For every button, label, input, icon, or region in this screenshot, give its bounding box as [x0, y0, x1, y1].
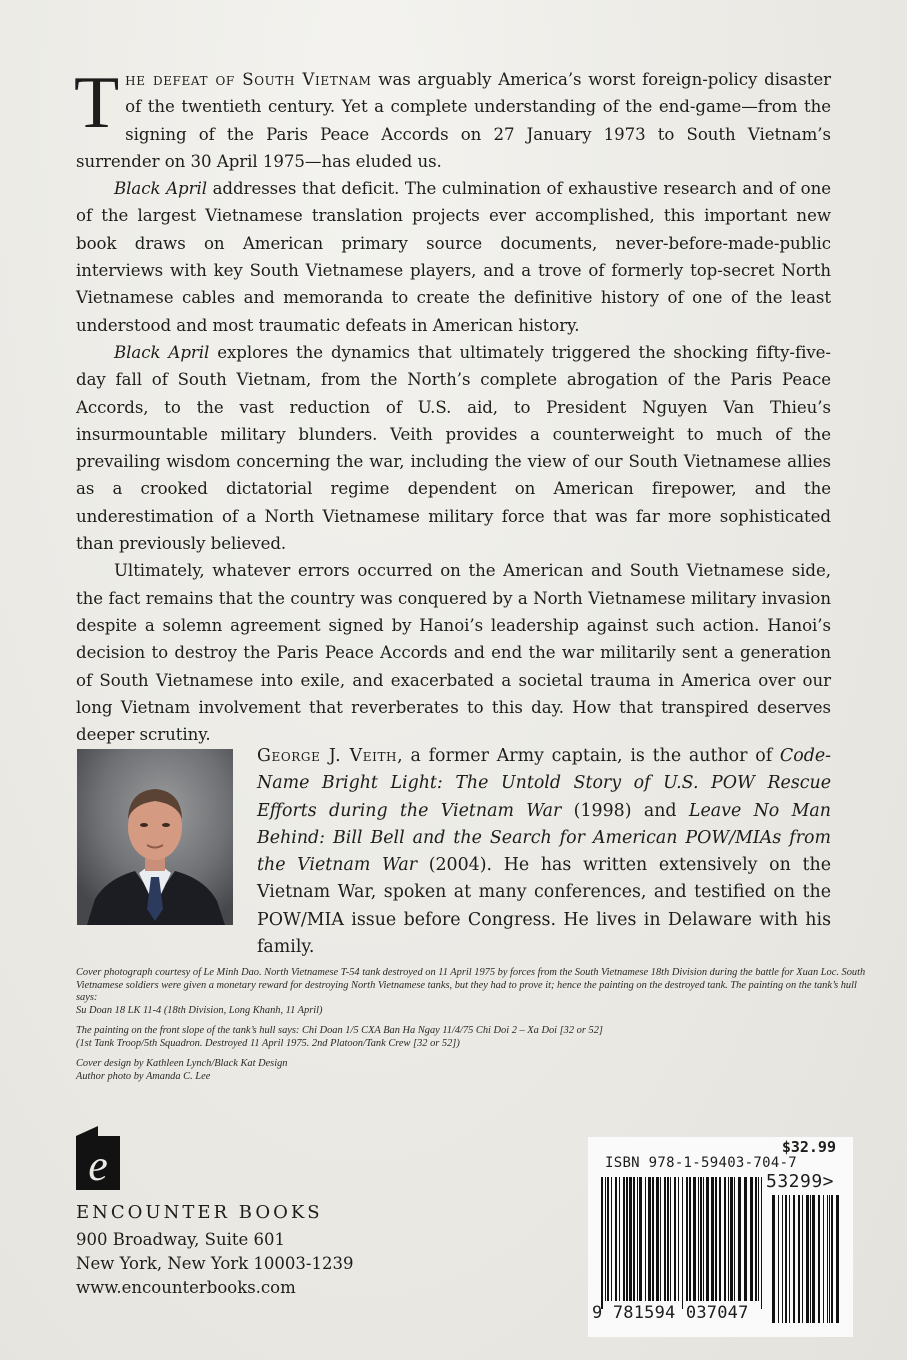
hull-inscription: Su Doan 18 LK 11-4 (18th Division, Long Khanh, 11 April) — [76, 1004, 323, 1016]
slope-caption — [76, 1025, 866, 1050]
barcode-bar — [806, 1195, 809, 1323]
barcode-bar — [693, 1177, 696, 1301]
barcode-bar — [785, 1195, 787, 1323]
bio-text-1: , a former Army captain, is the author of — [397, 746, 780, 766]
barcode-bar — [686, 1177, 688, 1301]
barcode-bar — [793, 1195, 795, 1323]
author-bio — [257, 743, 831, 961]
book-description — [74, 62, 831, 748]
barcode-bar — [689, 1177, 691, 1301]
barcode-bar — [652, 1177, 654, 1301]
isbn-number: ISBN 978-1-59403-704-7 — [605, 1155, 798, 1171]
price-label: $32.99 — [781, 1138, 836, 1156]
book-title: Black April — [114, 179, 207, 199]
photo-caption — [76, 967, 866, 1017]
publisher-website: www.encounterbooks.com — [76, 1278, 296, 1297]
price-addon-code: 53299> — [766, 1171, 835, 1192]
barcode-bar — [703, 1177, 704, 1301]
barcode-bar — [802, 1195, 803, 1323]
author-bio-paragraph — [257, 743, 831, 961]
barcode-bar — [664, 1177, 666, 1301]
barcode-bar — [667, 1177, 669, 1301]
barcode-bar — [719, 1177, 721, 1301]
barcode-bar — [601, 1177, 603, 1309]
barcode-bar — [782, 1195, 783, 1323]
barcode-bar — [670, 1177, 671, 1301]
isbn-barcode — [588, 1137, 853, 1337]
barcode-bar — [682, 1177, 683, 1309]
barcode-bar — [623, 1177, 625, 1301]
barcode-bar — [772, 1195, 775, 1323]
barcode-bar — [629, 1177, 632, 1301]
author-portrait-illustration — [77, 749, 233, 925]
barcode-bar — [789, 1195, 790, 1323]
barcode-bar — [715, 1177, 717, 1301]
barcode-bar — [711, 1177, 714, 1301]
barcode-digits — [592, 1303, 766, 1323]
barcode-bar — [823, 1195, 824, 1323]
barcode-bar — [637, 1177, 638, 1301]
slope-inscription: The painting on the front slope of the tank’s hull says: Chi Doan 1/5 CXA Ban Ha Ngay 11/4/75 Chi Doi 2 – Xa Doi [32 or 52] — [76, 1025, 603, 1036]
barcode-bar — [812, 1195, 815, 1323]
barcode-bar — [818, 1195, 820, 1323]
logo-mark-icon — [76, 1126, 120, 1190]
book-title: Black April — [114, 342, 210, 362]
barcode-bar — [827, 1195, 828, 1323]
bio-text-2: (1998) and — [561, 800, 689, 821]
description-paragraph-4: Ultimately, whatever errors occurred on the American and South Vietnamese side, the fact remains that the country was conquered by a North Vietnamese military invasion despite a solemn agreement signed by Hanoi’s leadership against such action. Hanoi’s decision to destroy the Paris Peace Accords and end the war militarily sent a generation of South Vietnamese into exile, and exacerbated a societal trauma in America over our long Vietnam involvement that reverberates to this day. How that transpired deserves deeper scrutiny. — [76, 561, 831, 745]
barcode-bar — [619, 1177, 620, 1301]
author-photo-credit: Author photo by Amanda C. Lee — [76, 1070, 211, 1082]
cover-design-credit: Cover design by Kathleen Lynch/Black Kat Design — [76, 1058, 288, 1069]
barcode-bar — [831, 1195, 833, 1323]
barcode-bar — [761, 1177, 762, 1309]
barcode-bar — [836, 1195, 839, 1323]
publisher-name: ENCOUNTER BOOKS — [76, 1202, 323, 1223]
slope-translation: (1st Tank Troop/5th Squadron. Destroyed 11 April 1975. 2nd Platoon/Tank Crew [32 or 52]) — [76, 1037, 460, 1049]
barcode-bar — [645, 1177, 646, 1301]
barcode-bar — [750, 1177, 753, 1301]
barcode-bar — [674, 1177, 676, 1301]
description-paragraph-1 — [74, 62, 831, 175]
barcode-bar — [700, 1177, 702, 1301]
barcode-bar — [660, 1177, 661, 1301]
author-photo — [77, 749, 233, 925]
barcode-bar — [648, 1177, 651, 1301]
opening-small-caps: he defeat of South Vietnam — [125, 70, 372, 89]
barcode-bar — [656, 1177, 659, 1301]
barcode-bar — [724, 1177, 726, 1301]
book-title-leave-no-man: Leave No Man Behind: Bill Bell and the Search for American POW/MIAs from the Vietnam War — [257, 800, 831, 876]
barcode-bar — [829, 1195, 830, 1323]
paragraph-3-text: explores the dynamics that ultimately triggered the shocking fifty-five-day fall of South Vietnam, from the North’s complete abrogation of the Paris Peace Accords, to the vast reduction of U.S. aid, to President Nguyen Van Thieu’s insurmountable military blunders. Veith provides a counterweight to much of the prevailing wisdom concerning the war, including the view of our South Vietnamese allies as a crooked dictatorial regime dependent on American firepower, and the underestimation of a North Vietnamese military force that was far more sophisticated than previously believed. — [76, 342, 831, 554]
barcode-bar — [698, 1177, 699, 1301]
barcode-bar — [798, 1195, 800, 1323]
barcode-bar — [639, 1177, 642, 1301]
bio-text-3: (2004). He has written extensively on the Vietnam War, spoken at many conferences, and testified on the POW/MIA issue before Congress. He lives in Delaware with his family. — [257, 855, 831, 958]
barcode-bar — [734, 1177, 735, 1301]
barcode-bar — [728, 1177, 729, 1301]
barcode-bar — [611, 1177, 612, 1301]
photo-caption-text: Cover photograph courtesy of Le Minh Dao. North Vietnamese T-54 tank destroyed on 11 April 1975 by forces from the South Vietnamese 18th Division during the battle for Xuan Loc. South Vietnamese soldiers were given a monetary reward for destroying North Vietnamese tanks, but they had to prove it; hence the painting on the destroyed tank. The painting on the tank’s hull says: — [76, 967, 866, 1003]
cover-credits — [76, 967, 866, 1091]
barcode-bar — [633, 1177, 635, 1301]
publisher-info — [76, 1198, 354, 1300]
logo-letter: e — [88, 1141, 108, 1190]
barcode-bar — [810, 1195, 811, 1323]
barcode-bar — [615, 1177, 617, 1301]
encounter-books-logo — [76, 1126, 120, 1190]
barcode-bar — [738, 1177, 741, 1301]
barcode-bar — [758, 1177, 759, 1301]
publisher-address-line-1: 900 Broadway, Suite 601 — [76, 1230, 286, 1249]
barcode-bar — [730, 1177, 733, 1301]
barcode-bar — [605, 1177, 606, 1301]
barcode-bar — [755, 1177, 757, 1301]
barcode-bar — [778, 1195, 779, 1323]
barcode-bar — [744, 1177, 747, 1301]
description-paragraph-3 — [76, 339, 831, 557]
barcode-bar — [706, 1177, 709, 1301]
design-credits — [76, 1058, 866, 1083]
paragraph-2-text: addresses that deficit. The culmination of exhaustive research and of one of the largest Vietnamese translation projects ever accomplished, this important new book draws on American primary source documents, never-before-made-public interviews with key South Vietnamese players, and a trove of formerly top-secret North Vietnamese cables and memoranda to create the definitive history of one of the least understood and most traumatic defeats in American history. — [76, 179, 831, 335]
paragraph-1-text: was arguably America’s worst foreign-policy disaster of the twentieth century. Yet a complete understanding of the end-game—from the signing of the Paris Peace Accords on 27 January 1973 to South Vietnam’s surrender on 30 April 1975—has eluded us. — [76, 70, 831, 171]
barcode-bar — [626, 1177, 628, 1301]
barcode-number: 781594 037047 — [612, 1303, 749, 1323]
barcode-bar — [607, 1177, 609, 1301]
description-paragraph-2 — [76, 175, 831, 339]
author-name: George J. Veith — [257, 746, 398, 766]
barcode-bar — [678, 1177, 679, 1301]
barcode-first-digit: 9 — [592, 1303, 603, 1323]
drop-cap: T — [74, 62, 120, 144]
book-title-code-name: Code-Name Bright Light: The Untold Story of U.S. POW Rescue Efforts during the Vietnam War — [257, 746, 831, 821]
publisher-address-line-2: New York, New York 10003-1239 — [76, 1254, 354, 1273]
